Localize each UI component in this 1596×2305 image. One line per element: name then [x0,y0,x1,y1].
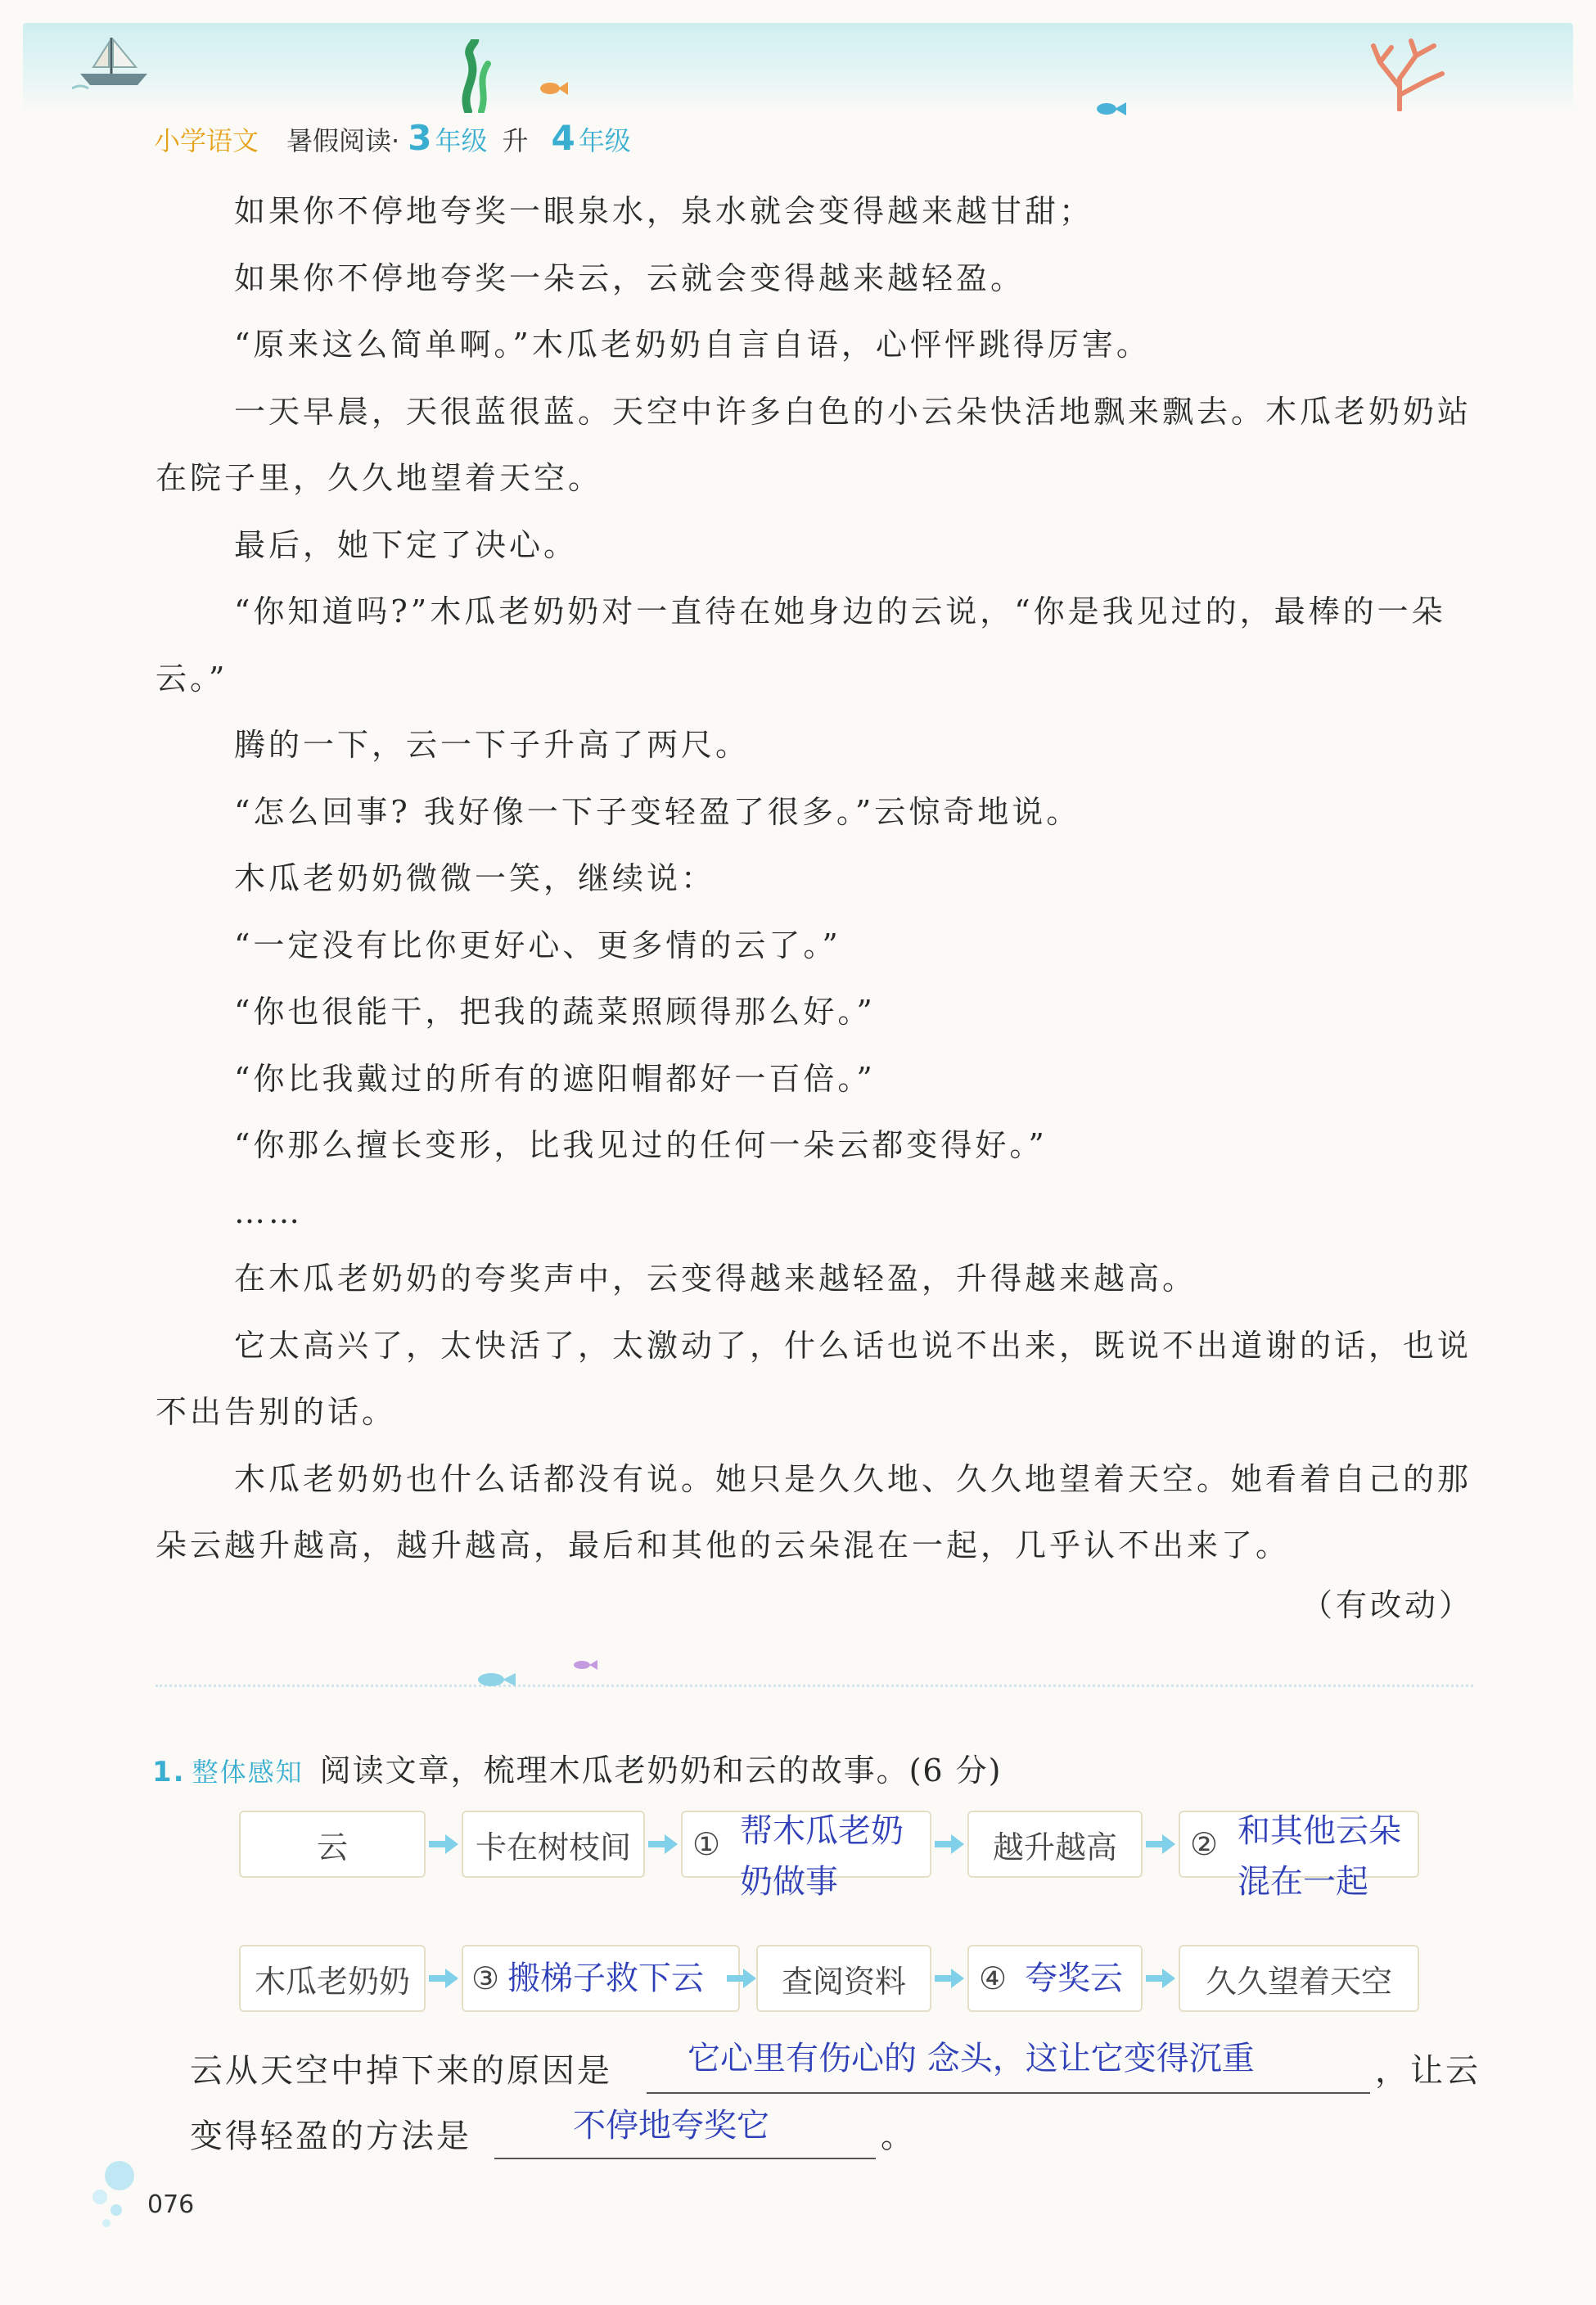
question-1 [152,1745,1003,1790]
flow-step-research: 查阅资料 [756,1945,931,2012]
page-header [154,118,631,158]
answer-3: 搬梯子救下云 [507,1960,704,1997]
bubbles-icon [88,2158,146,2231]
top-banner [23,23,1573,113]
paragraph: “你比我戴过的所有的遮阳帽都好一百倍。” [234,1060,876,1097]
arrow-right-icon [1146,1969,1175,1988]
question-prompt: 阅读文章，梳理木瓜老奶奶和云的故事。(6 分) [319,1752,1003,1789]
paragraph: 如果你不停地夸奖一朵云，云就会变得越来越轻盈。 [234,259,1026,296]
paragraph: 如果你不停地夸奖一眼泉水，泉水就会变得越来越甘甜； [234,193,1094,229]
seaweed-icon [452,39,501,113]
question-tag: 整体感知 [192,1757,304,1788]
fish-icon [573,1658,597,1671]
rise-label: 升 [502,125,529,156]
arrow-right-icon [429,1834,458,1854]
answer-method: 不停地夸奖它 [573,2107,769,2145]
grade-from: 3 [408,118,432,158]
paragraph: “怎么回事? 我好像一下子变轻盈了很多。”云惊奇地说。 [234,793,1081,830]
blank-number: ③ [471,1960,500,1996]
grade-word: 年级 [578,125,631,156]
coral-icon [1359,38,1449,111]
paragraph: …… [234,1193,303,1230]
paragraph: 木瓜老奶奶也什么话都没有说。她只是久久地、久久地望着天空。她看着自己的那朵云越升越高，越升越高，最后和其他的云朵混在一起，几乎认不出来了。 [156,1460,1472,1563]
paragraph: 最后，她下定了决心。 [234,526,579,563]
paragraph: “你知道吗?”木瓜老奶奶对一直待在她身边的云说，“你是我见过的，最棒的一朵云。” [156,593,1446,697]
paragraph: 在木瓜老奶奶的夸奖声中，云变得越来越轻盈，升得越来越高。 [234,1261,1197,1297]
blank-number: ② [1190,1826,1219,1862]
series-label: 暑假阅读 [286,125,392,156]
paragraph: “你那么擅长变形，比我见过的任何一朵云都变得好。” [234,1127,1048,1163]
subject-label: 小学语文 [154,125,259,156]
page-number: 076 [147,2190,195,2219]
paragraph: 它太高兴了，太快活了，太激动了，什么话也说不出来，既说不出道谢的话，也说不出告别的话。 [156,1327,1472,1430]
flow-step-gaze: 久久望着天空 [1179,1945,1419,2012]
answer-2: 和其他云朵混在一起 [1238,1812,1401,1901]
paragraph: “你也很能干，把我的蔬菜照顾得那么好。” [234,994,876,1030]
article-body [156,178,1473,1580]
fish-icon [1095,100,1128,118]
arrow-right-icon [935,1969,964,1988]
flow-label-cloud: 云 [239,1811,426,1878]
fill-line2-suffix: 。 [881,2118,916,2155]
header-separator: · [391,125,400,156]
paragraph: 木瓜老奶奶微微一笑，继续说： [234,860,716,896]
answer-1: 帮木瓜老奶奶做事 [740,1812,904,1901]
answer-reason: 它心里有伤心的 念头，这让它变得沉重 [688,2040,1255,2077]
question-number: 1. [152,1756,186,1789]
answer-underline[interactable] [494,2158,876,2159]
answer-underline[interactable] [647,2092,1370,2094]
arrow-right-icon [935,1834,964,1854]
fish-icon [476,1670,517,1689]
arrow-right-icon [1146,1834,1175,1854]
paragraph: “原来这么简单啊。”木瓜老奶奶自言自语，心怦怦跳得厉害。 [234,327,1151,363]
grade-to: 4 [551,118,575,158]
fill-line1-prefix: 云从天空中掉下来的原因是 [190,2052,612,2090]
blank-number: ④ [979,1960,1008,1996]
fish-icon [539,80,568,97]
boat-icon [72,31,162,97]
flow-step-stuck: 卡在树枝间 [462,1811,645,1878]
section-divider [156,1685,1473,1689]
paragraph: 一天早晨，天很蓝很蓝。天空中许多白色的小云朵快活地飘来飘去。木瓜老奶奶站在院子里，久久地望着天空。 [156,393,1472,496]
paragraph: “一定没有比你更好心、更多情的云了。” [234,927,841,963]
arrow-right-icon [727,1969,756,1988]
source-note: （有改动） [1301,1587,1473,1623]
blank-number: ① [692,1826,721,1862]
flow-label-grandma: 木瓜老奶奶 [239,1945,426,2012]
paragraph: 腾的一下，云一下子升高了两尺。 [234,727,751,763]
grade-word: 年级 [435,125,488,156]
fill-line1-suffix: ，让云 [1375,2052,1481,2090]
answer-4: 夸奖云 [1025,1960,1123,1997]
fill-line2-prefix: 变得轻盈的方法是 [190,2118,471,2155]
flow-step-rising: 越升越高 [967,1811,1143,1878]
arrow-right-icon [429,1969,458,1988]
arrow-right-icon [648,1834,678,1854]
